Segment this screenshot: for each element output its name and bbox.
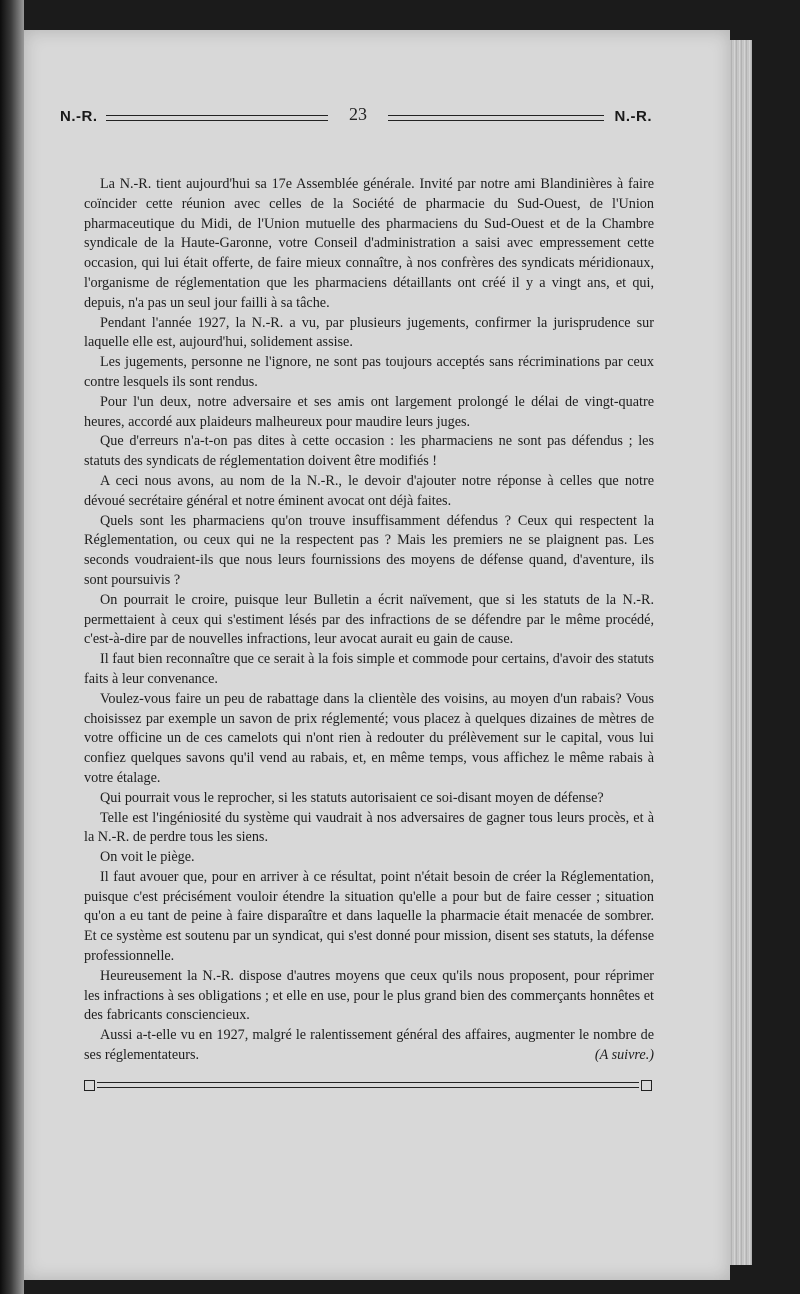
paragraph: Quels sont les pharmaciens qu'on trouve insuffisamment défendus ? Ceux qui respectent la Réglementation, ou ceux qui ne la respectent pas ? Mais les premiers ne se plaignent pas. Les seconds voudraient-ils que nous leurs fournissions des moyens de défense quand, d'aventure, ils sont poursuivis ? (84, 512, 654, 588)
paragraph: On voit le piège. (100, 849, 195, 866)
paragraph: Pour l'un deux, notre adversaire et ses amis ont largement prolongé le délai de vingt-quatre heures, accordé aux plaideurs malheureux pour maudire leurs juges. (84, 393, 654, 430)
book-page-edges (728, 40, 752, 1265)
paragraph: Que d'erreurs n'a-t-on pas dites à cette occasion : les pharmaciens ne sont pas défendus ; les statuts des syndicats de réglementation doivent être modifiés ! (84, 433, 654, 470)
header-rule-right (388, 115, 604, 121)
paragraph: Il faut avouer que, pour en arriver à ce résultat, point n'était besoin de créer la Réglementation, puisque c'est précisément vouloir étendre la situation qu'elle a pour but de faire cesser ; situation qu'on a eu tant de peine à faire disparaître et dans laquelle la pharmacie était menacée de sombrer. Et ce système est soutenu par un syndicat, qui s'est donné pour mission, disent ses statuts, la défense professionnelle. (84, 868, 654, 965)
running-header (60, 102, 652, 136)
header-right-label: N.-R. (614, 108, 652, 125)
square-ornament-left (84, 1080, 95, 1091)
square-ornament-right (641, 1080, 652, 1091)
header-rule-left (106, 115, 328, 121)
paragraph: A ceci nous avons, au nom de la N.-R., le devoir d'ajouter notre réponse à celles que notre dévoué secrétaire général et notre éminent avocat ont déjà faites. (84, 472, 654, 509)
paragraph: On pourrait le croire, puisque leur Bulletin a écrit naïvement, que si les statuts de la N.-R. permettaient à ceux qui s'estiment lésés par des infractions de se défendre par le même procédé, c'est-à-dire par de nouvelles infractions, leur avocat aurait eu gain de cause. (84, 591, 654, 648)
page-number: 23 (349, 104, 367, 124)
paragraph: Les jugements, personne ne l'ignore, ne sont pas toujours acceptés sans récriminations par ceux contre lesquels ils sont rendus. (84, 354, 654, 390)
footer-double-line (97, 1082, 639, 1088)
footer-ornament-rule (84, 1079, 652, 1093)
continuation-note: (A suivre.) (594, 1047, 654, 1064)
paragraph: Heureusement la N.-R. dispose d'autres moyens que ceux qu'ils nous proposent, pour réprimer les infractions à ses obligations ; et elle en use, pour le plus grand bien des commerçants honnêtes et des fabricants consciencieux. (84, 967, 654, 1024)
adjacent-page-edge (0, 0, 24, 1294)
paragraph: Telle est l'ingéniosité du système qui vaudrait à nos adversaires de gagner tous leurs procès, et à la N.-R. de perdre tous les siens. (84, 809, 654, 846)
paragraph-last (84, 1026, 654, 1066)
article-body (84, 175, 654, 1066)
paragraph: Pendant l'année 1927, la N.-R. a vu, par plusieurs jugements, confirmer la jurisprudence sur laquelle elle est, aujourd'hui, solidement assise. (84, 314, 654, 351)
paragraph: Il faut bien reconnaître que ce serait à la fois simple et commode pour certains, d'avoir des statuts faits à leur convenance. (84, 651, 654, 687)
paragraph: Qui pourrait vous le reprocher, si les statuts autorisaient ce soi-disant moyen de défense? (100, 789, 604, 806)
header-left-label: N.-R. (60, 108, 98, 125)
paragraph: La N.-R. tient aujourd'hui sa 17e Assemblée générale. Invité par notre ami Blandinières à faire coïncider cette réunion avec celles de la Société de pharmacie du Sud-Ouest, de l'Union pharmaceutique du Midi, de l'Union mutuelle des pharmaciens du Sud-Ouest et de la Chambre syndicale de la Haute-Garonne, votre Conseil d'administration a saisi avec empressement cette occasion, qui lui était offerte, de faire mieux connaître, à nos confrères des syndicats méridionaux, l'organisme de réglementation que les pharmaciens détaillants ont créé il y a vingt ans, et qui, depuis, n'a pas un seul jour failli à sa tâche. (84, 176, 654, 311)
paragraph: Voulez-vous faire un peu de rabattage dans la clientèle des voisins, au moyen d'un rabais? Vous choisissez par exemple un savon de prix réglementé; vous placez à quelques dizaines de mètres de votre officine un de ces camelots qui n'ont rien à redouter du prélèvement sur le capital, vous lui confiez quelques savons qu'il vend au rabais, et, en même temps, vous affichez le même rabais à votre étalage. (84, 690, 654, 786)
document-page (24, 30, 730, 1280)
paragraph-last-text: Aussi a-t-elle vu en 1927, malgré le ralentissement général des affaires, augmenter le nombre de ses réglementateurs. (84, 1027, 654, 1064)
